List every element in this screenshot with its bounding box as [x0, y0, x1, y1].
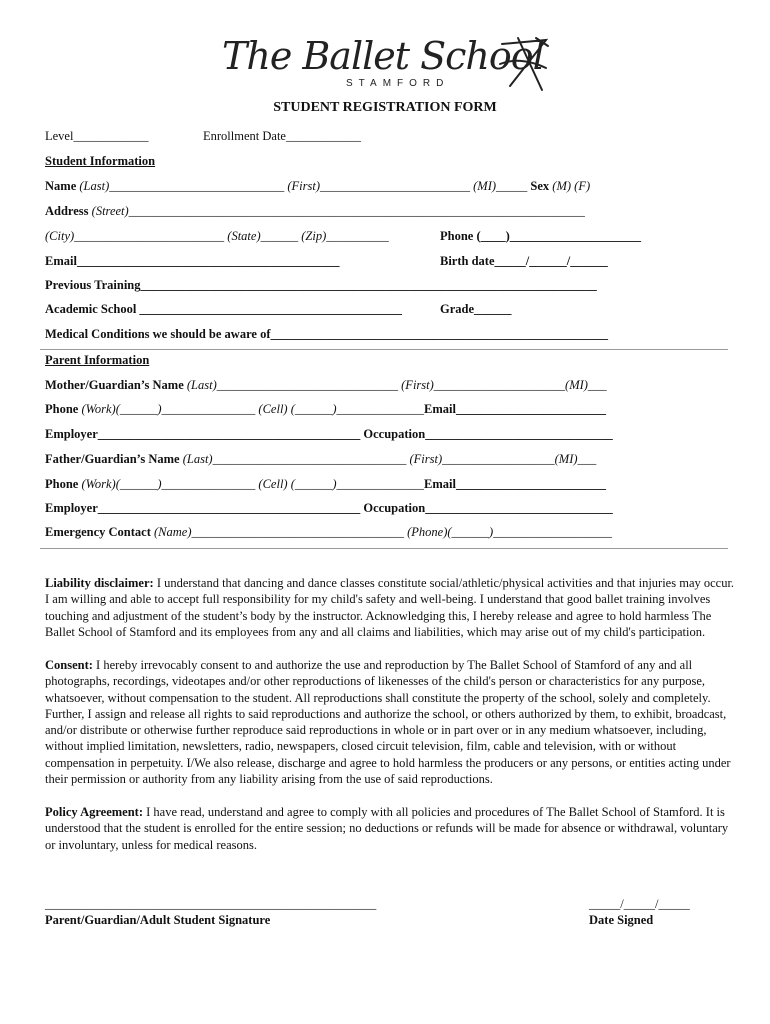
- student-name-row: [45, 178, 590, 194]
- address-street-field[interactable]: (Street)_________________________________________________________________________: [91, 204, 585, 218]
- father-first-field[interactable]: (First)__________________(MI)___: [409, 452, 597, 466]
- mother-employer-field[interactable]: Employer__________________________________________: [45, 427, 361, 441]
- signature-line[interactable]: _____________________________________________________: [45, 897, 377, 911]
- father-cell-phone-field[interactable]: (Cell) (______)______________: [258, 477, 425, 491]
- father-phone-label: Phone: [45, 477, 79, 491]
- mother-cell-phone-field[interactable]: (Cell) (______)______________: [258, 402, 425, 416]
- emergency-name-field[interactable]: (Name)__________________________________: [154, 525, 404, 539]
- consent-label: Consent:: [45, 658, 93, 672]
- father-name-row: [45, 451, 596, 467]
- mother-occupation-field[interactable]: Occupation______________________________: [363, 427, 613, 441]
- city-field[interactable]: (City)________________________: [45, 229, 225, 243]
- mother-employer-row: [45, 426, 613, 442]
- parent-info-heading: Parent Information: [45, 353, 150, 367]
- address-label: Address: [45, 204, 89, 218]
- birth-date-field[interactable]: Birth date_____/______/______: [440, 254, 608, 268]
- mother-phone-row: [45, 401, 606, 417]
- father-email-field[interactable]: Email________________________: [424, 477, 606, 491]
- policy-text: I have read, understand and agree to comply with all policies and procedures of The Ballet School of Stamford. It is understood that the student is enrolled for the entire session; no deductions or refunds will be made for absence or withdrawal, voluntary or involuntary, unless for medical reasons.: [45, 805, 729, 852]
- father-occupation-field[interactable]: Occupation______________________________: [363, 501, 613, 515]
- father-phone-row: [45, 476, 606, 492]
- logo-subtitle: STAMFORD: [346, 78, 450, 89]
- mother-email-field[interactable]: Email________________________: [424, 402, 606, 416]
- section-divider: [40, 548, 728, 549]
- medical-conditions-field[interactable]: Medical Conditions we should be aware of______________________________________________________: [45, 327, 608, 341]
- father-employer-row: [45, 500, 613, 516]
- name-last-field[interactable]: (Last)____________________________: [79, 179, 285, 193]
- student-phone-field[interactable]: Phone (____)_____________________: [440, 229, 642, 243]
- mother-work-phone-field[interactable]: (Work)(______)_______________: [81, 402, 256, 416]
- date-signed-label: Date Signed: [589, 913, 654, 927]
- student-email-field[interactable]: Email__________________________________________: [45, 254, 340, 268]
- emergency-contact-label: Emergency Contact: [45, 525, 151, 539]
- father-name-label: Father/Guardian’s Name: [45, 452, 180, 466]
- mother-name-label: Mother/Guardian’s Name: [45, 378, 184, 392]
- mother-name-row: [45, 377, 607, 393]
- name-mi-field[interactable]: (MI)_____: [473, 179, 528, 193]
- mother-last-field[interactable]: (Last)_____________________________: [186, 378, 399, 392]
- name-first-field[interactable]: (First)________________________: [287, 179, 471, 193]
- mother-first-field[interactable]: (First)_____________________(MI)___: [401, 378, 607, 392]
- sex-label: Sex: [530, 179, 550, 193]
- previous-training-field[interactable]: Previous Training_________________________________________________________________________: [45, 278, 597, 292]
- father-work-phone-field[interactable]: (Work)(______)_______________: [81, 477, 256, 491]
- grade-field[interactable]: Grade______: [440, 302, 512, 316]
- mother-phone-label: Phone: [45, 402, 79, 416]
- enrollment-date-field[interactable]: Enrollment Date____________: [203, 129, 361, 143]
- student-info-heading: Student Information: [45, 154, 156, 168]
- consent-paragraph: [45, 657, 735, 787]
- date-signed-line[interactable]: _____/_____/_____: [589, 897, 690, 911]
- state-field[interactable]: (State)______: [227, 229, 299, 243]
- liability-label: Liability disclaimer:: [45, 576, 154, 590]
- emergency-contact-row: [45, 524, 612, 540]
- emergency-phone-field[interactable]: (Phone)(______)___________________: [407, 525, 612, 539]
- liability-text: I understand that dancing and dance classes constitute social/athletic/physical activities and that injuries may occur. I am willing and able to accept full responsibility for my child's safety and well-being. I understand that good ballet training involves touching and adjustment of the student’s body by the instructor. Acknowledging this, I hereby release and agree to hold harmless The Ballet School of Stamford and its employees from any and all claims and liabilities, which may arise out of my child's participation.: [45, 576, 735, 639]
- signature-label: Parent/Guardian/Adult Student Signature: [45, 913, 271, 927]
- address-row: [45, 203, 585, 219]
- zip-field[interactable]: (Zip)__________: [301, 229, 389, 243]
- ballet-star-logo-icon: [496, 34, 554, 94]
- academic-school-field[interactable]: Academic School __________________________________________: [45, 302, 402, 316]
- liability-paragraph: [45, 575, 735, 640]
- city-state-zip-row: [45, 228, 389, 244]
- father-employer-field[interactable]: Employer__________________________________________: [45, 501, 361, 515]
- father-last-field[interactable]: (Last)_______________________________: [182, 452, 407, 466]
- form-title: STUDENT REGISTRATION FORM: [273, 100, 497, 115]
- policy-label: Policy Agreement:: [45, 805, 143, 819]
- name-label: Name: [45, 179, 77, 193]
- consent-text: I hereby irrevocably consent to and authorize the use and reproduction by The Ballet School of Stamford of any and all photographs, recordings, videotapes and/or other reproductions of likenesses of the child's person or characteristics for any purpose, whatsoever, without compensation to the student. All reproductions shall constitute the property of the school, solely and completely. Further, I assign and release all rights to said reproductions and authorize the school, or others authorized by them, to exhibit, broadcast, and/or distribute or otherwise further reproduce said reproductions in whole or in part over or in any medium whatsoever, including, without implied limitation, newsletters, radio, newspapers, closed circuit television, film, cable and television, with or without compensation in perpetuity. I/We also release, discharge and agree to hold harmless the producers or any persons, or entities acting under their permission or authority from any liability arising from the use of said reproductions.: [45, 658, 731, 787]
- logo-wordmark: The Ballet School: [222, 34, 544, 78]
- level-field[interactable]: Level____________: [45, 129, 149, 143]
- sex-options[interactable]: (M) (F): [552, 179, 591, 193]
- policy-paragraph: [45, 804, 735, 853]
- section-divider: [40, 349, 728, 350]
